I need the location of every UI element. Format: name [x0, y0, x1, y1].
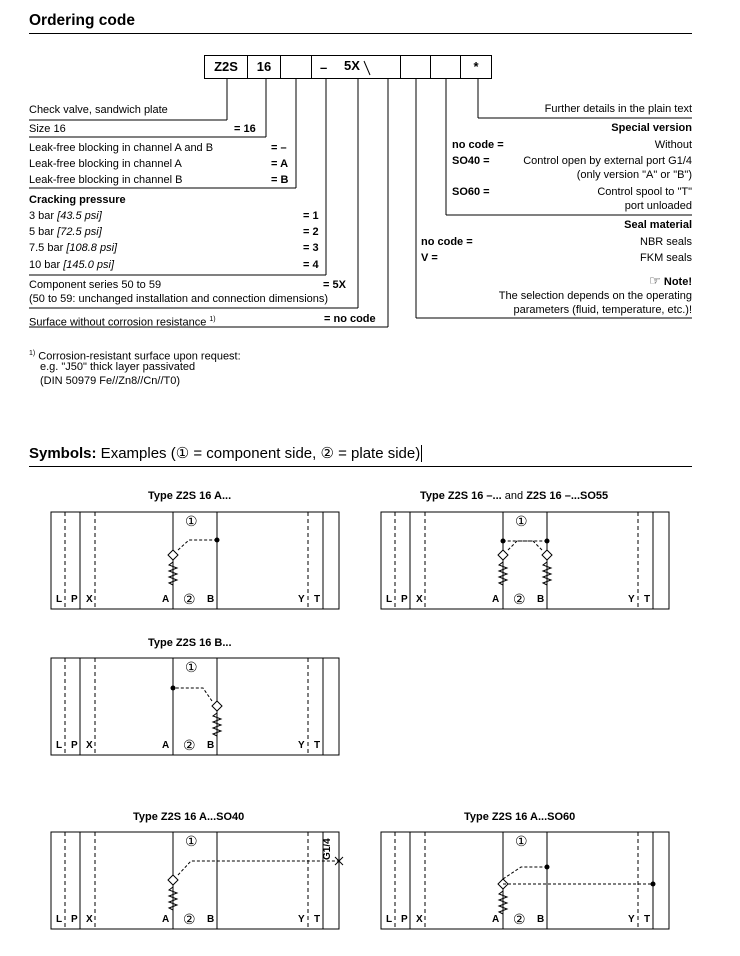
type-so60-port-x: X [416, 914, 423, 925]
type-so40-circle-1: ① [185, 833, 198, 849]
item-a-blocking: Leak-free blocking in channel A [29, 158, 182, 170]
type-so40-port-a: A [162, 914, 170, 925]
item-a-code: = A [271, 158, 289, 170]
so40-g14-port-label: G1/4 [322, 838, 333, 860]
title-type-ab: Type Z2S 16 –... and Z2S 16 –...SO55 [420, 490, 609, 502]
footnote-line-2: e.g. "J50" thick layer passivated [40, 361, 196, 373]
surface-code: = no code [324, 313, 376, 325]
code-cell-type: Z2S [204, 55, 248, 79]
type-b-port-t: T [314, 740, 321, 751]
type-a-port-y: Y [298, 594, 305, 605]
type-a-port-t: T [314, 594, 321, 605]
code-dash: – [320, 60, 328, 75]
special-text-4: port unloaded [624, 200, 692, 212]
type-a-port-p: P [71, 594, 78, 605]
cracking-heading: Cracking pressure [29, 194, 126, 206]
type-ab-port-y: Y [628, 594, 635, 605]
title-type-b: Type Z2S 16 B... [148, 637, 232, 649]
seal-text-0: NBR seals [640, 236, 692, 248]
type-a-port-x: X [86, 594, 93, 605]
item-ab-blocking: Leak-free blocking in channel A and B [29, 142, 214, 154]
surface-label: Surface without corrosion resistance $^{1)}$ [29, 316, 216, 329]
cracking-row-2: 5 bar [72.5 psi] [29, 226, 102, 238]
type-ab-port-x: X [416, 594, 423, 605]
type-ab-port-l: L [386, 594, 393, 605]
note-line-1: The selection depends on the operating [498, 290, 692, 302]
ordering-code-heading: Ordering code [29, 12, 135, 29]
type-so60-port-l: L [386, 914, 393, 925]
cracking-code-2: = 2 [303, 226, 319, 238]
item-b-blocking: Leak-free blocking in channel B [29, 174, 183, 186]
type-so60-port-y: Y [628, 914, 635, 925]
type-b-port-y: Y [298, 740, 305, 751]
type-ab-circle-2: ② [513, 591, 526, 607]
type-so60-port-t: T [644, 914, 651, 925]
type-ab-port-t: T [644, 594, 651, 605]
type-so60-circle-1: ① [515, 833, 528, 849]
type-ab-port-b: B [537, 594, 545, 605]
note-hand-icon: ☞ [649, 273, 661, 288]
special-code-1: SO40 = [452, 155, 490, 167]
title-type-so60: Type Z2S 16 A...SO60 [464, 811, 576, 823]
type-b-port-x: X [86, 740, 93, 751]
code-cell-series: 5X [344, 58, 360, 73]
seal-heading: Seal material [624, 219, 692, 231]
type-b-circle-1: ① [185, 659, 198, 675]
type-so60-port-b: B [537, 914, 545, 925]
item-ab-code: = – [271, 142, 287, 154]
item-size-code: = 16 [234, 123, 256, 135]
title-type-a: Type Z2S 16 A... [148, 490, 232, 502]
item-size: Size 16 [29, 123, 66, 135]
type-b-port-a: A [162, 740, 170, 751]
type-a-port-a: A [162, 594, 170, 605]
type-b-circle-2: ② [183, 737, 196, 753]
code-cell-further: * [460, 55, 492, 79]
type-a-port-l: L [56, 594, 63, 605]
type-so40-port-t: T [314, 914, 321, 925]
seal-text-1: FKM seals [640, 252, 692, 264]
item-check-valve: Check valve, sandwich plate [29, 104, 168, 116]
cracking-row-4: 10 bar [145.0 psi] [29, 259, 115, 271]
type-so60-circle-2: ② [513, 911, 526, 927]
code-cell-size: 16 [247, 55, 281, 79]
cracking-code-3: = 3 [303, 242, 319, 254]
note-heading: ☞ Note! [649, 273, 692, 288]
cracking-code-1: = 1 [303, 210, 319, 222]
special-text-2: (only version "A" or "B") [576, 169, 692, 181]
cracking-row-1: 3 bar [43.5 psi] [29, 210, 102, 222]
type-a-circle-2: ② [183, 591, 196, 607]
type-so40-port-y: Y [298, 914, 305, 925]
type-so40-circle-2: ② [183, 911, 196, 927]
type-b-port-b: B [207, 740, 215, 751]
title-type-so40: Type Z2S 16 A...SO40 [133, 811, 245, 823]
series-note: (50 to 59: unchanged installation and connection dimensions) [29, 293, 329, 305]
type-b-port-p: P [71, 740, 78, 751]
type-a-circle-1: ① [185, 513, 198, 529]
symbols-heading: Symbols: Examples (① = component side, ② = plate side) [29, 444, 426, 462]
further-details: Further details in the plain text [544, 103, 692, 115]
cracking-code-4: = 4 [303, 259, 319, 271]
type-so60-port-p: P [401, 914, 408, 925]
footnote-line-3: (DIN 50979 Fe//Zn8//Cn//T0) [40, 375, 180, 387]
special-text-0: Without [654, 139, 692, 151]
seal-code-0: no code = [421, 236, 473, 248]
special-heading: Special version [611, 122, 692, 134]
type-a-port-b: B [207, 594, 215, 605]
cracking-row-3: 7.5 bar [108.8 psi] [29, 242, 118, 254]
special-text-1: Control open by external port G1/4 [523, 155, 692, 167]
series-code: = 5X [323, 279, 346, 291]
special-text-3: Control spool to "T" [597, 186, 692, 198]
type-so40-port-b: B [207, 914, 215, 925]
series-label: Component series 50 to 59 [29, 279, 162, 291]
type-ab-circle-1: ① [515, 513, 528, 529]
type-so60-port-a: A [492, 914, 500, 925]
type-so40-port-x: X [86, 914, 93, 925]
type-b-port-l: L [56, 740, 63, 751]
special-code-0: no code = [452, 139, 504, 151]
seal-code-1: V = [421, 252, 438, 264]
note-line-2: parameters (fluid, temperature, etc.)! [513, 304, 692, 316]
type-so40-port-p: P [71, 914, 78, 925]
special-code-3: SO60 = [452, 186, 490, 198]
type-ab-port-a: A [492, 594, 500, 605]
type-ab-port-p: P [401, 594, 408, 605]
footnote-line-1: $^{1)}$ Corrosion-resistant surface upon request: [29, 350, 241, 363]
type-so40-port-l: L [56, 914, 63, 925]
item-b-code: = B [271, 174, 289, 186]
